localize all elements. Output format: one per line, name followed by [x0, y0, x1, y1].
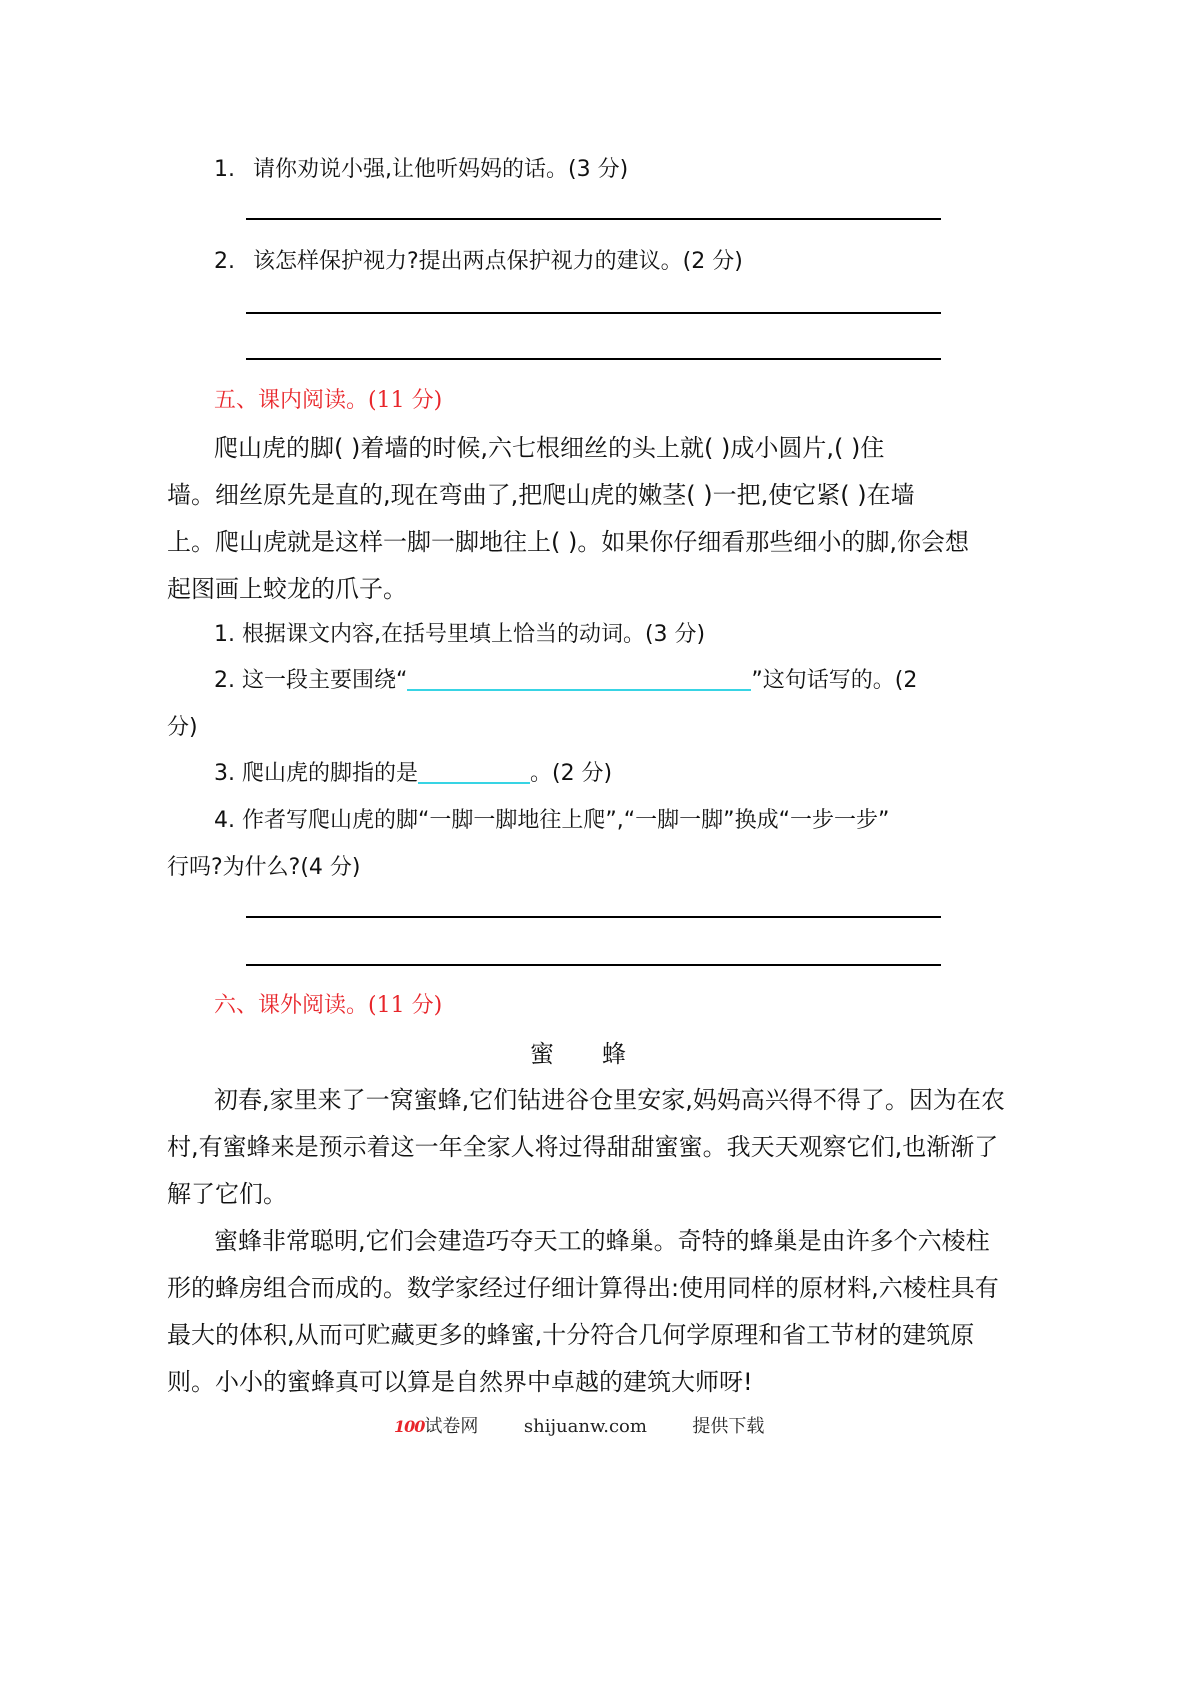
section-5-heading: 五、课内阅读。(11 分): [214, 388, 443, 413]
passage-line: 则。小小的蜜蜂真可以算是自然界中卓越的建筑大师呀!: [167, 1368, 753, 1396]
logo-text: 试卷网: [424, 1416, 479, 1437]
question-5-4: 4. 作者写爬山虎的脚“一脚一脚地往上爬”,“一脚一脚”换成“一步一步”: [214, 808, 890, 833]
passage-line: 爬山虎的脚( )着墙的时候,六七根细丝的头上就( )成小圆片,( )住: [214, 434, 885, 462]
answer-blank[interactable]: [418, 760, 530, 784]
question-suffix: ”这句话写的。(2: [751, 668, 918, 693]
footer-tagline: 提供下载: [692, 1416, 765, 1437]
reading-title: 蜜 蜂: [530, 1040, 626, 1068]
answer-line[interactable]: [246, 312, 941, 314]
answer-blank[interactable]: [407, 667, 751, 691]
question-4-1: [214, 152, 628, 183]
question-number: 1.: [214, 157, 235, 182]
question-5-2-cont: 分): [167, 715, 198, 740]
footer: [394, 1412, 764, 1438]
footer-site[interactable]: shijuanw.com: [523, 1416, 647, 1437]
answer-line[interactable]: [246, 964, 941, 966]
passage-line: 蜜蜂非常聪明,它们会建造巧夺天工的蜂巢。奇特的蜂巢是由许多个六棱柱: [214, 1227, 990, 1255]
question-5-2: [214, 663, 917, 694]
question-text: 该怎样保护视力?提出两点保护视力的建议。(2 分): [253, 249, 743, 274]
question-4-2: [214, 244, 743, 275]
passage-line: 村,有蜜蜂来是预示着这一年全家人将过得甜甜蜜蜜。我天天观察它们,也渐渐了: [167, 1133, 999, 1161]
question-suffix: 。(2 分): [529, 761, 613, 786]
passage-line: 墙。细丝原先是直的,现在弯曲了,把爬山虎的嫩茎( )一把,使它紧( )在墙: [167, 481, 915, 509]
passage-line: 初春,家里来了一窝蜜蜂,它们钻进谷仓里安家,妈妈高兴得不得了。因为在农: [214, 1086, 1005, 1114]
question-text: 请你劝说小强,让他听妈妈的话。(3 分): [253, 157, 629, 182]
answer-line[interactable]: [246, 916, 941, 918]
passage-line: 最大的体积,从而可贮藏更多的蜂蜜,十分符合几何学原理和省工节材的建筑原: [167, 1321, 975, 1349]
answer-line[interactable]: [246, 218, 941, 220]
passage-line: 上。爬山虎就是这样一脚一脚地往上( )。如果你仔细看那些细小的脚,你会想: [167, 528, 969, 556]
question-prefix: 3. 爬山虎的脚指的是: [214, 761, 418, 786]
question-5-4-cont: 行吗?为什么?(4 分): [167, 855, 361, 880]
question-5-1: 1. 根据课文内容,在括号里填上恰当的动词。(3 分): [214, 622, 706, 647]
passage-line: 形的蜂房组合而成的。数学家经过仔细计算得出:使用同样的原材料,六棱柱具有: [167, 1274, 999, 1302]
passage-line: 起图画上蛟龙的爪子。: [167, 575, 407, 603]
passage-line: 解了它们。: [167, 1180, 287, 1208]
question-number: 2.: [214, 249, 235, 274]
section-6-heading: 六、课外阅读。(11 分): [214, 993, 443, 1018]
question-5-3: [214, 756, 612, 787]
logo-icon: 100: [394, 1417, 425, 1436]
question-prefix: 2. 这一段主要围绕“: [214, 668, 408, 693]
answer-line[interactable]: [246, 358, 941, 360]
